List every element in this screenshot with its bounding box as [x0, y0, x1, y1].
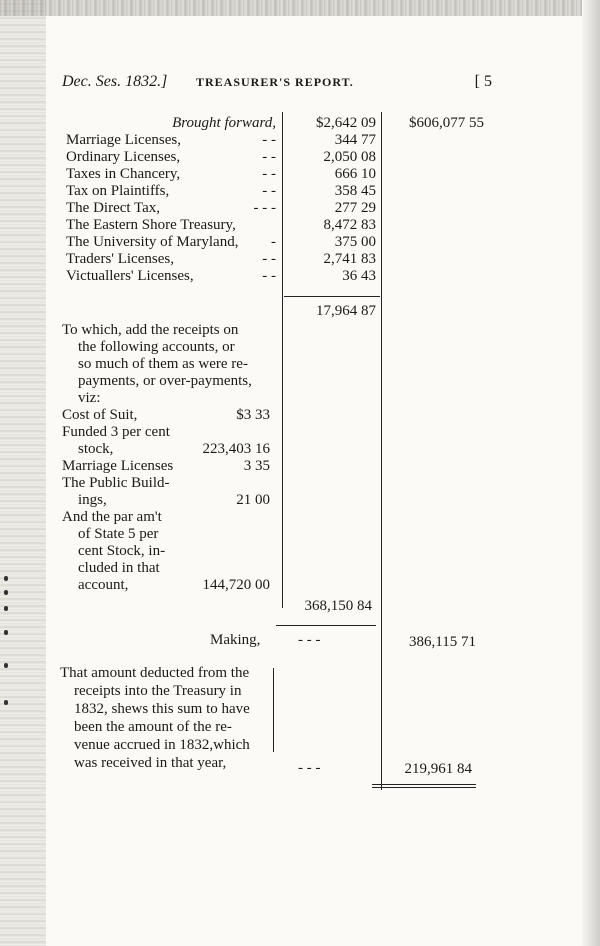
paragraph-line: been the amount of the re-	[74, 719, 232, 735]
receipt-amount: 344 77	[334, 132, 376, 148]
page-header	[62, 73, 492, 95]
session-label: Dec. Ses. 1832.]	[62, 73, 168, 90]
receipt-amount: 8,472 83	[323, 217, 376, 233]
final-rule-1	[372, 784, 476, 785]
receipt-amount: 277 29	[334, 200, 376, 216]
page-number: [ 5	[474, 73, 492, 90]
items-total-rule	[276, 625, 376, 626]
receipt-label: Traders' Licenses,	[66, 251, 174, 267]
item-label: cluded in that	[78, 560, 160, 576]
item-label: cent Stock, in-	[78, 543, 166, 559]
brought-forward-total: $606,077 55	[409, 115, 484, 131]
receipt-dots: - -	[262, 183, 276, 199]
item-label: Cost of Suit,	[62, 407, 138, 423]
receipt-amount: 358 45	[334, 183, 376, 199]
paragraph-line: 1832, shews this sum to have	[74, 701, 250, 717]
paragraph-line: was received in that year,	[74, 755, 227, 771]
final-rule-2	[372, 787, 476, 788]
item-amount: 144,720 00	[202, 577, 270, 593]
receipt-dots: - -	[262, 251, 276, 267]
receipt-dots: - -	[262, 132, 276, 148]
item-amount: 223,403 16	[202, 441, 270, 457]
subtotal-rule	[284, 296, 380, 297]
final-amount: 219,961 84	[404, 761, 472, 777]
item-label: of State 5 per	[78, 526, 159, 542]
receipt-label: Ordinary Licenses,	[66, 149, 181, 165]
receipt-amount: 2,050 08	[323, 149, 376, 165]
paragraph-line: To which, add the receipts on	[62, 322, 239, 338]
receipt-dots: -	[271, 234, 276, 250]
item-label: Marriage Licenses	[62, 458, 174, 474]
item-label: The Public Build-	[62, 475, 170, 491]
making-label: Making,	[210, 632, 261, 648]
paragraph-line: the following accounts, or	[78, 339, 235, 355]
paragraph-line: viz:	[78, 390, 101, 406]
receipt-label: The University of Maryland,	[66, 234, 239, 250]
column-rule-3	[273, 668, 274, 752]
receipts-subtotal: 17,964 87	[316, 303, 376, 319]
scan-edge-right	[582, 0, 600, 946]
receipt-amount: 375 00	[334, 234, 376, 250]
paragraph-line: so much of them as were re-	[78, 356, 248, 372]
receipt-amount: 666 10	[334, 166, 376, 182]
items-total: 368,150 84	[304, 598, 372, 614]
receipt-label: Victuallers' Licenses,	[66, 268, 194, 284]
final-dots: - - -	[298, 760, 321, 776]
column-rule-2	[381, 112, 382, 790]
receipt-label: Taxes in Chancery,	[66, 166, 181, 182]
item-amount: 3 35	[243, 458, 270, 474]
receipt-amount: 36 43	[342, 268, 376, 284]
making-amount: 386,115 71	[409, 634, 476, 650]
receipt-amount: 2,741 83	[323, 251, 376, 267]
item-label: stock,	[78, 441, 114, 457]
paragraph-line: That amount deducted from the	[60, 665, 250, 681]
receipt-label: Tax on Plaintiffs,	[66, 183, 170, 199]
receipt-label: The Direct Tax,	[66, 200, 161, 216]
receipt-label: The Eastern Shore Treasury,	[66, 217, 236, 233]
item-amount: 21 00	[236, 492, 270, 508]
receipt-dots: - - -	[253, 200, 276, 216]
receipt-dots: - -	[262, 268, 276, 284]
item-label: ings,	[78, 492, 107, 508]
item-amount: $3 33	[236, 407, 270, 423]
making-dots: - - -	[298, 632, 321, 648]
brought-forward-label: Brought forward,	[172, 115, 276, 131]
receipt-dots: - -	[262, 166, 276, 182]
binding-holes	[4, 0, 14, 946]
scan-edge-top	[0, 0, 600, 16]
receipt-label: Marriage Licenses,	[66, 132, 181, 148]
paragraph-line: payments, or over-payments,	[78, 373, 252, 389]
item-label: And the par am't	[62, 509, 162, 525]
receipt-dots: - -	[262, 149, 276, 165]
report-title: TREASURER'S REPORT.	[196, 75, 354, 89]
brought-forward-amount: $2,642 09	[316, 115, 376, 131]
paragraph-line: venue accrued in 1832,which	[74, 737, 250, 753]
paragraph-line: receipts into the Treasury in	[74, 683, 242, 699]
item-label: Funded 3 per cent	[62, 424, 170, 440]
item-label: account,	[78, 577, 129, 593]
column-rule-1	[282, 112, 283, 608]
